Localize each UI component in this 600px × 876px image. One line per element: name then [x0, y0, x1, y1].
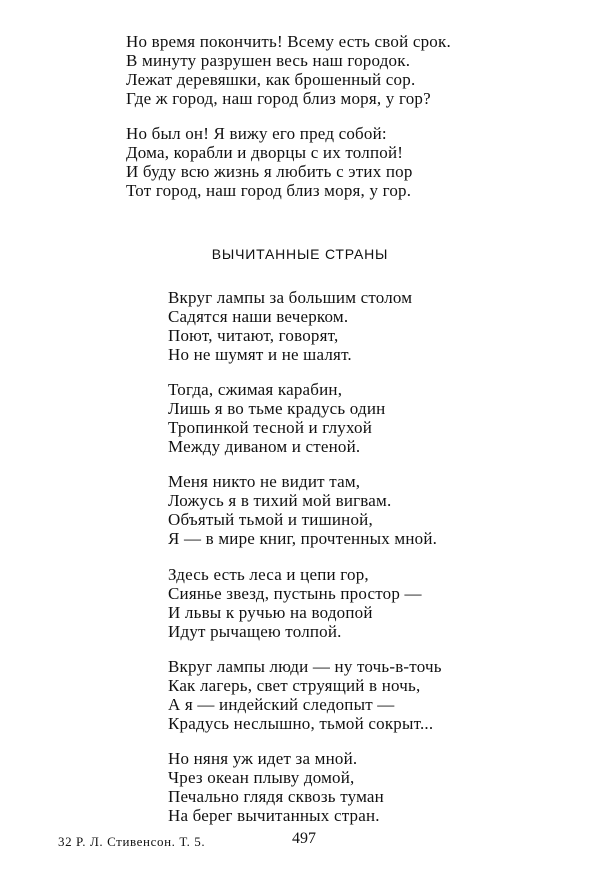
verse-line: Но няня уж идет за мной.	[168, 749, 358, 768]
verse-line: Но не шумят и не шалят.	[168, 345, 352, 364]
poem-stanza-5	[168, 657, 442, 733]
verse-line: Меня никто не видит там,	[168, 472, 361, 491]
poem-stanza-6	[168, 749, 384, 825]
printer-signature: 32 Р. Л. Стивенсон. Т. 5.	[58, 834, 206, 849]
verse-line: Садятся наши вечерком.	[168, 307, 349, 326]
verse-line: Крадусь неслышно, тьмой сокрыт...	[168, 714, 434, 733]
verse-line: Тот город, наш город близ моря, у гор.	[126, 181, 412, 200]
poem-stanza-4	[168, 565, 422, 641]
prev-poem-stanza-2	[126, 124, 413, 200]
verse-line: В минуту разрушен весь наш городок.	[126, 51, 411, 70]
verse-line: Тропинкой тесной и глухой	[168, 418, 373, 437]
poem-title: ВЫЧИТАННЫЕ СТРАНЫ	[211, 246, 389, 262]
poem-stanza-2	[168, 380, 385, 456]
page-number: 497	[292, 830, 316, 847]
verse-line: Ложусь я в тихий мой вигвам.	[168, 491, 392, 510]
verse-line: Чрез океан плыву домой,	[168, 768, 355, 787]
verse-line: И львы к ручью на водопой	[168, 603, 373, 622]
verse-line: Вкруг лампы люди — ну точь-в-точь	[168, 657, 442, 676]
verse-line: Между диваном и стеной.	[168, 437, 361, 456]
verse-line: Дома, корабли и дворцы с их толпой!	[126, 143, 404, 162]
poem-stanza-3	[168, 472, 437, 548]
verse-line: Но был он! Я вижу его пред собой:	[126, 124, 387, 143]
verse-line: Где ж город, наш город близ моря, у гор?	[126, 89, 431, 108]
verse-line: Я — в мире книг, прочтенных мной.	[168, 529, 438, 548]
verse-line: Идут рычащею толпой.	[168, 622, 342, 641]
verse-line: И буду всю жизнь я любить с этих пор	[126, 162, 413, 181]
verse-line: На берег вычитанных стран.	[168, 806, 380, 825]
verse-line: Поют, читают, говорят,	[168, 326, 339, 345]
verse-line: Тогда, сжимая карабин,	[168, 380, 343, 399]
verse-line: Сиянье звезд, пустынь простор —	[168, 584, 422, 603]
verse-line: Печально глядя сквозь туман	[168, 787, 384, 806]
verse-line: Здесь есть леса и цепи гор,	[168, 565, 369, 584]
verse-line: Объятый тьмой и тишиной,	[168, 510, 373, 529]
poem-stanza-1	[168, 288, 412, 364]
verse-line: Как лагерь, свет струящий в ночь,	[168, 676, 421, 695]
verse-line: Лишь я во тьме крадусь один	[168, 399, 386, 418]
prev-poem-stanza-1	[126, 32, 451, 108]
verse-line: Вкруг лампы за большим столом	[168, 288, 413, 307]
verse-line: Но время покончить! Всему есть свой срок.	[126, 32, 451, 51]
verse-line: Лежат деревяшки, как брошенный сор.	[126, 70, 416, 89]
verse-line: А я — индейский следопыт —	[168, 695, 395, 714]
